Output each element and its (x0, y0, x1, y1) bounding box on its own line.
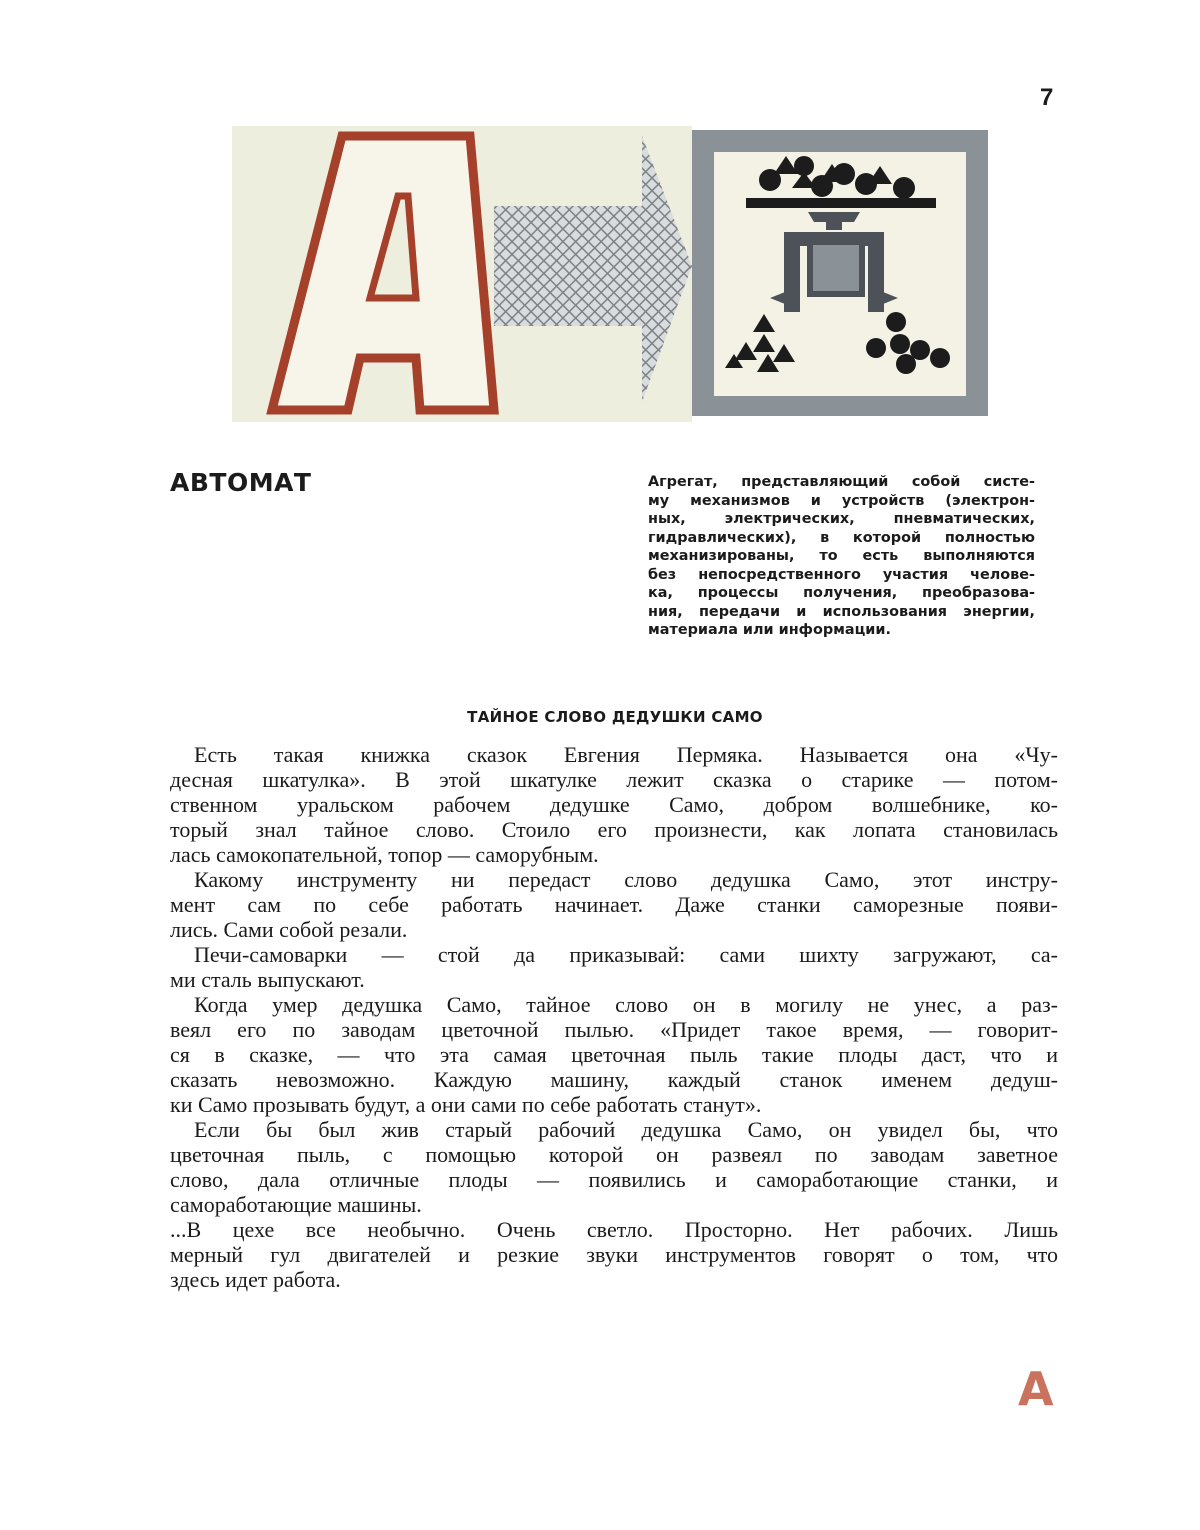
definition-line: без непосредственного участия челове- (648, 566, 1035, 583)
article-body (170, 742, 1058, 1292)
definition-line: механизированы, то есть выполняются (648, 548, 1035, 564)
body-line: ся в сказке, — что эта самая цветочная пыль такие плоды даст, что и (170, 1042, 1058, 1067)
definition-line: Агрегат, представляющий собой систе- (648, 474, 1035, 490)
body-line: здесь идет работа. (170, 1267, 341, 1292)
automat-illustration (232, 126, 988, 422)
body-line: Печи-самоварки — стой да приказывай: сами шихту загружают, са- (194, 942, 1058, 967)
body-line: ки Само прозывать будут, а они сами по себе работать станут». (170, 1092, 762, 1117)
machine-diagram (692, 130, 988, 416)
body-line: слово, дала отличные плоды — появились и самоработающие станки, и (170, 1167, 1058, 1192)
body-line: торый знал тайное слово. Стоило его произнести, как лопата становилась (170, 817, 1058, 842)
body-line: цветочная пыль, с помощью которой он развеял по заводам заветное (170, 1142, 1058, 1167)
definition-line: ных, электрических, пневматических, (648, 511, 1035, 527)
definition-line: ния, передачи и использования энергии, (648, 603, 1035, 620)
body-line: мент сам по себе работать начинает. Даже станки саморезные появи- (170, 892, 1058, 917)
body-line: Когда умер дедушка Само, тайное слово он в могилу не унес, а раз- (194, 992, 1058, 1017)
body-line: ...В цехе все необычно. Очень светло. Просторно. Нет рабочих. Лишь (170, 1217, 1058, 1242)
body-line: сказать невозможно. Каждую машину, каждый станок именем дедуш- (170, 1067, 1058, 1092)
shelf-bar (746, 198, 936, 208)
body-line: самоработающие машины. (170, 1192, 422, 1217)
body-line: ми сталь выпускают. (170, 967, 365, 992)
section-letter-marker: А (1018, 1362, 1054, 1416)
body-line: веял его по заводам цветочной пылью. «Придет такое время, — говорит- (170, 1017, 1058, 1042)
body-line: Если бы был жив старый рабочий дедушка Само, он увидел бы, что (194, 1117, 1058, 1142)
definition-line: материала или информации. (648, 622, 891, 638)
definition-line: гидравлических), в которой полностью (648, 529, 1035, 546)
body-line: лись. Сами собой резали. (170, 917, 408, 942)
body-line: лась самокопательной, топор — саморубным. (170, 842, 599, 867)
definition-line: ка, процессы получения, преобразова- (648, 585, 1035, 601)
body-line: ственном уральском рабочем дедушке Само, добром волшебнике, ко- (170, 792, 1058, 817)
body-line: Какому инструменту ни передаст слово дедушка Само, этот инстру- (194, 867, 1058, 892)
body-line: Есть такая книжка сказок Евгения Пермяка. Называется она «Чу- (194, 742, 1058, 767)
article-title: ТАЙНОЕ СЛОВО ДЕДУШКИ САМО (467, 708, 763, 726)
definition-line: му механизмов и устройств (электрон- (648, 492, 1035, 509)
entry-term: АВТОМАТ (170, 468, 312, 497)
page-number: 7 (1040, 84, 1054, 111)
body-line: мерный гул двигателей и резкие звуки инструментов говорят о том, что (170, 1242, 1058, 1267)
entry-definition (648, 473, 1035, 640)
body-line: десная шкатулка». В этой шкатулке лежит сказка о старике — потом- (170, 767, 1058, 792)
